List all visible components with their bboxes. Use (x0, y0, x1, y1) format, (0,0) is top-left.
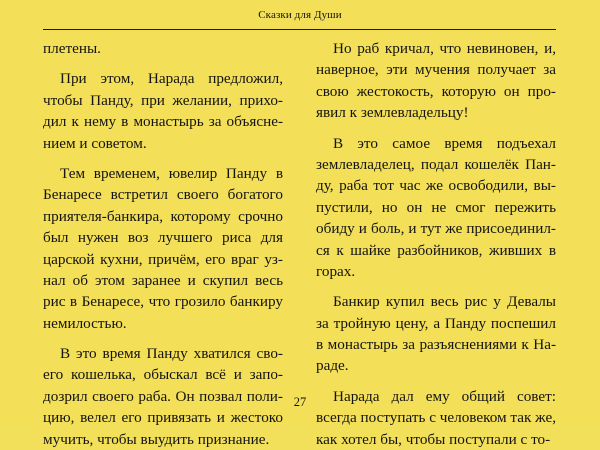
paragraph-gap (43, 334, 283, 343)
text-line: в монастырь за разъяснениями к На- (316, 336, 556, 354)
text-line: был нужен воз лучшего риса для (43, 229, 283, 247)
page-number: 27 (293, 395, 307, 409)
text-line: наверное, эти мучения получает за (316, 61, 556, 79)
paragraph-gap (43, 59, 283, 68)
text-line: мучить, чтобы выудить признание. (43, 430, 270, 448)
text-line: горах. (316, 262, 356, 280)
text-line: Банкир купил весь рис у Девалы (333, 293, 556, 311)
text-line: дозрил своего раба. Он позвал поли- (43, 387, 283, 405)
text-line: Тем временем, ювелир Панду в (60, 164, 283, 182)
header-divider (43, 29, 556, 30)
text-line: как хотел бы, чтобы поступали с то- (316, 430, 551, 448)
paragraph-gap (316, 282, 556, 291)
text-line: рис в Бенаресе, что грозило банкиру (43, 293, 283, 311)
text-line: его кошелька, обыскал всё и запо- (43, 366, 283, 384)
text-line: При этом, Нарада предложил, (60, 70, 283, 88)
text-line: всегда поступать с человеком так же, (316, 409, 556, 427)
text-line: царской кухни, причём, его враг уз- (43, 250, 283, 268)
text-line: Нарада дал ему общий совет: (333, 387, 556, 405)
text-line: свою жестокость, которую он про- (316, 82, 556, 100)
text-line: раде. (316, 357, 349, 375)
text-line: ся к шайке разбойников, живших в (316, 241, 556, 259)
text-line: за тройную цену, а Панду поспешил (316, 314, 556, 332)
text-line: чтобы Панду, при желании, прихо- (43, 91, 283, 109)
text-line: немилостью. (43, 314, 127, 332)
text-line: плетены. (43, 40, 101, 57)
text-line: Но раб кричал, что невиновен, и, (333, 40, 556, 57)
paragraph-gap (316, 377, 556, 386)
text-line: Бенаресе встретил своего богатого (43, 186, 283, 204)
text-line: В это самое время подъехал (333, 134, 556, 152)
text-line: нием и советом. (43, 134, 147, 152)
text-line: пустили, но он не смог пережить (316, 198, 556, 216)
text-line: приятеля-банкира, которому срочно (43, 207, 283, 225)
text-line: ду, раба тот час же освободили, вы- (316, 177, 556, 195)
paragraph-gap (316, 124, 556, 133)
text-line: В это время Панду хватился сво- (60, 345, 283, 363)
text-line: цию, велел его привязать и жестоко (43, 409, 283, 427)
text-line: обиду и боль, и тут же присоединил- (316, 220, 556, 238)
text-line: дил к нему в монастырь за объясне- (43, 113, 283, 131)
paragraph-gap (43, 154, 283, 163)
text-line: нал об этом заранее и скупил весь (43, 271, 283, 289)
left-text-column (43, 38, 283, 450)
running-header-title: Сказки для Души (258, 9, 342, 21)
text-line: явил к землевладельцу! (316, 104, 469, 122)
right-text-column (316, 38, 556, 450)
text-line: землевладелец, подал кошелёк Пан- (316, 155, 556, 173)
